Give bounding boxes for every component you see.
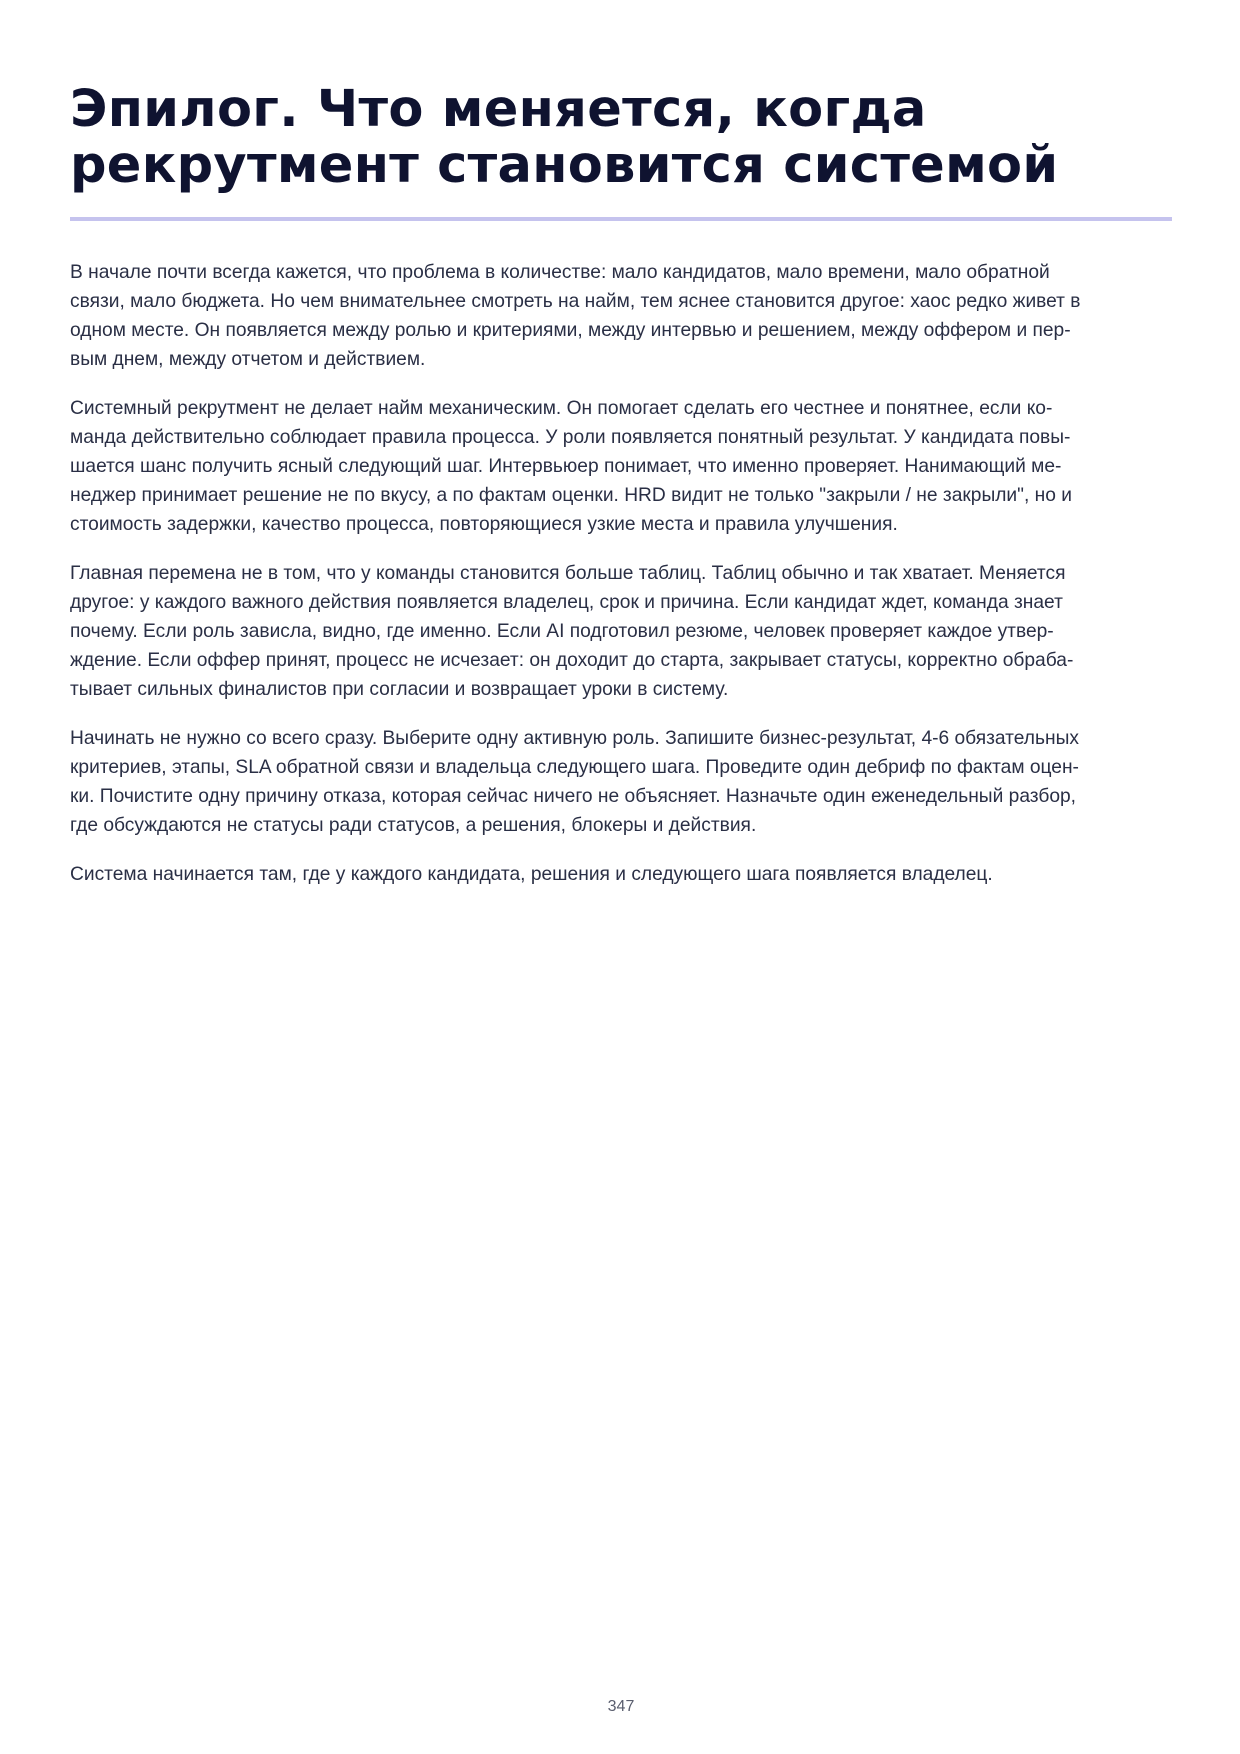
text-line: ки. Почистите одну причину отказа, которая сейчас ничего не объясняет. Назначьте один еженедельный разбор, — [70, 786, 1077, 807]
text-line: где обсуждаются не статусы ради статусов, а решения, блокеры и действия. — [70, 815, 757, 836]
text-line: ждение. Если оффер принят, процесс не исчезает: он доходит до старта, закрывает статусы, корректно обраба- — [70, 650, 1074, 671]
text-line: Начинать не нужно со всего сразу. Выберите одну активную роль. Запишите бизнес-результат, 4-6 обязательных — [70, 728, 1079, 749]
text-line: Системный рекрутмент не делает найм механическим. Он помогает сделать его честнее и понятнее, если ко- — [70, 398, 1053, 419]
paragraph — [70, 258, 1172, 374]
page-title-line: рекрутмент становится системой — [70, 136, 1059, 195]
document-page — [70, 0, 1172, 1754]
text-line: тывает сильных финалистов при согласии и возвращает уроки в систему. — [70, 679, 729, 700]
text-line: стоимость задержки, качество процесса, повторяющиеся узкие места и правила улучшения. — [70, 514, 898, 535]
text-line: В начале почти всегда кажется, что проблема в количестве: мало кандидатов, мало времени, мало обратной — [70, 262, 1050, 283]
text-line: Система начинается там, где у каждого кандидата, решения и следующего шага появляется владелец. — [70, 864, 993, 885]
page-title-line: Эпилог. Что меняется, когда — [70, 80, 927, 139]
text-line: другое: у каждого важного действия появляется владелец, срок и причина. Если кандидат ждет, команда знает — [70, 592, 1063, 613]
paragraph — [70, 860, 1172, 889]
paragraph — [70, 394, 1172, 539]
text-line: связи, мало бюджета. Но чем внимательнее смотреть на найм, тем яснее становится другое: хаос редко живет в — [70, 291, 1081, 312]
text-line: вым днем, между отчетом и действием. — [70, 349, 426, 370]
paragraph — [70, 559, 1172, 704]
page-title — [70, 82, 1172, 194]
text-line: Главная перемена не в том, что у команды становится больше таблиц. Таблиц обычно и так хватает. Меняется — [70, 563, 1066, 584]
page-number: 347 — [607, 1698, 635, 1715]
text-line: почему. Если роль зависла, видно, где именно. Если AI подготовил резюме, человек проверяет каждое утвер- — [70, 621, 1054, 642]
text-line: шается шанс получить ясный следующий шаг. Интервьюер понимает, что именно проверяет. Нанимающий ме- — [70, 456, 1062, 477]
text-line: неджер принимает решение не по вкусу, а по фактам оценки. HRD видит не только "закрыли / не закрыли", но и — [70, 485, 1072, 506]
text-line: одном месте. Он появляется между ролью и критериями, между интервью и решением, между оффером и пер- — [70, 320, 1071, 341]
text-line: манда действительно соблюдает правила процесса. У роли появляется понятный результат. У кандидата повы- — [70, 427, 1071, 448]
text-line: критериев, этапы, SLA обратной связи и владельца следующего шага. Проведите один дебриф по фактам оцен- — [70, 757, 1079, 778]
paragraph — [70, 724, 1172, 840]
title-divider — [70, 217, 1172, 221]
body-text — [70, 258, 1172, 909]
